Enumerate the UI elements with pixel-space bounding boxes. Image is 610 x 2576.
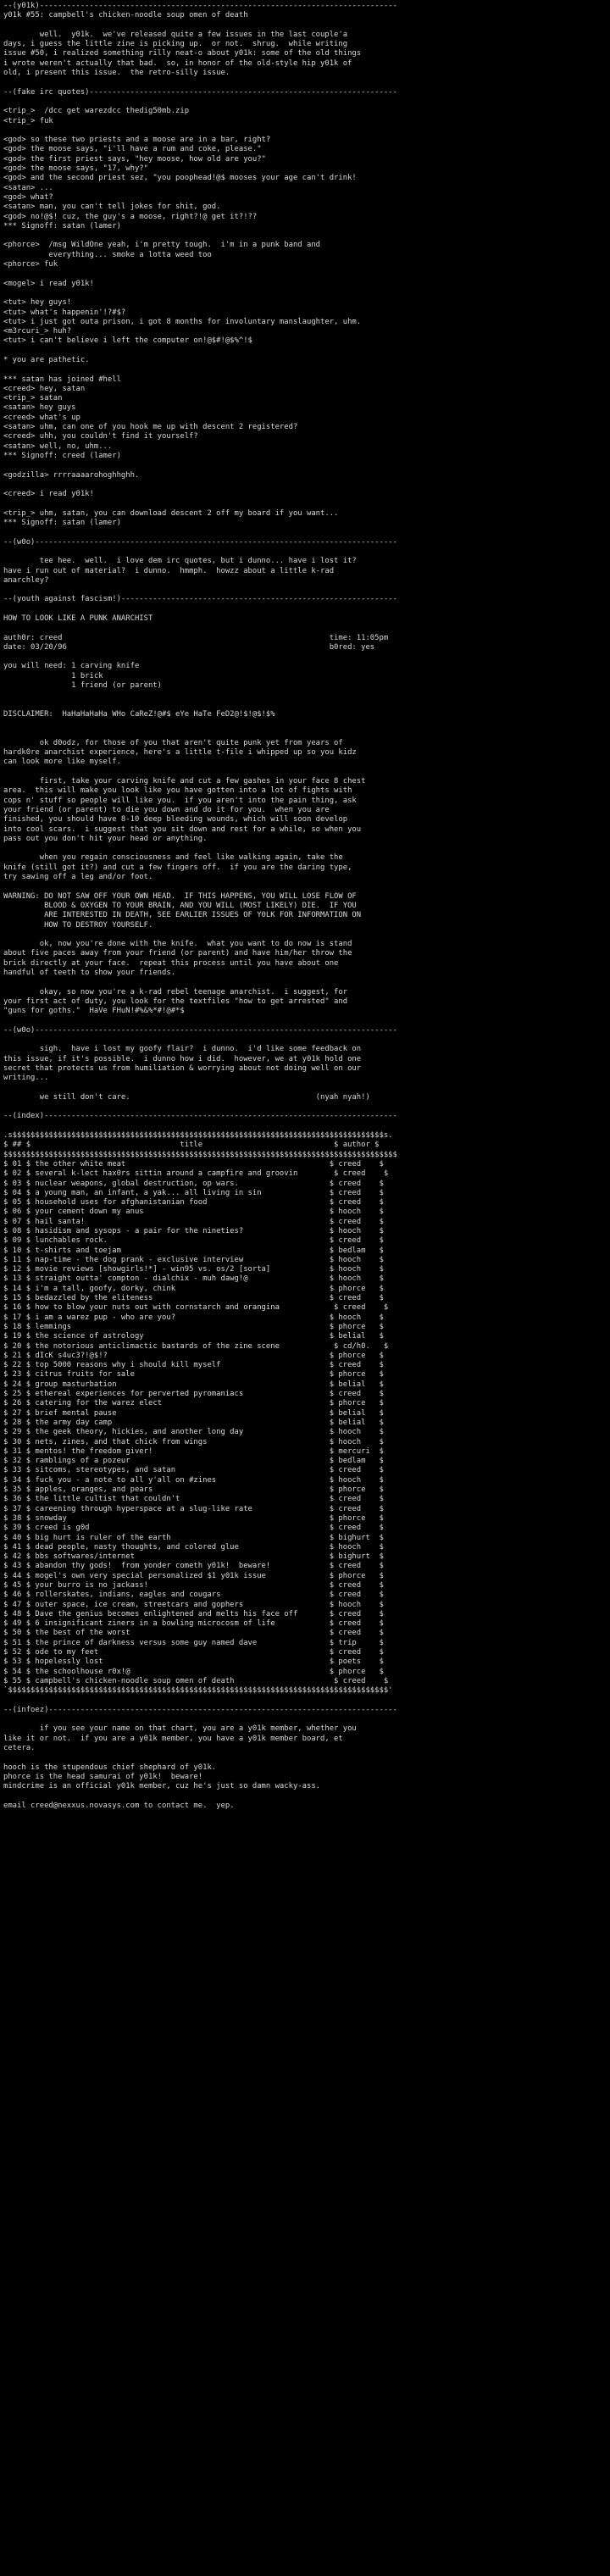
text-line: secret that protects us from humiliation & worrying about not doing well on our — [3, 1063, 362, 1073]
text-line: $ 17 $ i am a warez pup - who are you? $ hooch $ — [3, 1313, 384, 1322]
text-line: try sawing off a leg and/or foot. — [3, 873, 153, 882]
text-line — [3, 624, 607, 633]
text-line: .s$$$$$$$$$$$$$$$$$$$$$$$$$$$$$$$$$$$$$$$$$$$$$$$$$$$$$$$$$$$$$$$$$$$$$$$$$$$$$$$$$$s. — [3, 1131, 393, 1141]
text-line: HOW TO LOOK LIKE A PUNK ANARCHIST — [3, 614, 153, 623]
text-line: <satan> man, you can't tell jokes for shit, god. — [3, 203, 221, 212]
text-line: $ 34 $ fuck you - a note to all y'all on #zines $ hooch $ — [3, 1475, 384, 1485]
text-line: $ 02 $ several k-lect hax0rs sittin around a campfire and groovin $ creed $ — [3, 1169, 389, 1179]
text-line: if you see your name on that chart, you are a y01k member, whether you — [3, 1724, 357, 1734]
text-line — [3, 701, 607, 710]
text-line: you will need: 1 carving knife — [3, 662, 140, 671]
text-line: $ 51 $ the prince of darkness versus some guy named dave $ trip $ — [3, 1638, 384, 1647]
text-line: $ 29 $ the geek theory, hickies, and another long day $ hooch $ — [3, 1428, 384, 1437]
text-line: <god> the moose says, "17, why?" — [3, 164, 148, 174]
text-line — [3, 882, 607, 891]
text-line: $ 12 $ movie reviews [showgirls!*] - win95 vs. os/2 [sorta] $ hooch $ — [3, 1265, 384, 1274]
text-line: $ 40 $ big hurt is ruler of the earth $ bighurt $ — [3, 1533, 384, 1542]
text-line: $ 28 $ the army day camp $ belial $ — [3, 1418, 384, 1427]
text-line: y01k #55: campbell's chicken-noodle soup omen of death — [3, 11, 248, 20]
text-line: <trip_> fuk — [3, 116, 53, 125]
text-line: BLOOD & OXYGEN TO YOUR BRAIN, AND YOU WILL (MOST LIKELY) DIE. IF YOU — [3, 901, 357, 910]
text-line — [3, 719, 607, 729]
text-line: $ 04 $ a young man, an infant, a yak... all living in sin $ creed $ — [3, 1188, 384, 1197]
text-line: $ 20 $ the notorious anticlimactic bastards of the zine scene $ cd/h0. $ — [3, 1341, 389, 1351]
text-line: knife (still got it?) and cut a few fingers off. if you are the daring type, — [3, 863, 352, 872]
text-line: <trip_> uhm, satan, you can download descent 2 off my board if you want... — [3, 508, 339, 518]
text-line: $ 09 $ lunchables rock. $ creed $ — [3, 1236, 384, 1246]
text-line: i wrote weren't actually that bad. so, in honor of the old-style hip y01k of — [3, 58, 352, 68]
text-line — [3, 547, 607, 557]
text-line — [3, 844, 607, 853]
text-line: $ 37 $ careening through hyperspace at a slug-like rate $ creed $ — [3, 1504, 384, 1513]
text-line: --(y01k)------------------------------------------------------------------------------- — [3, 2, 397, 10]
text-line — [3, 21, 607, 31]
text-line: $ 06 $ your cement down my anus $ hooch $ — [3, 1208, 384, 1217]
text-line — [3, 269, 607, 279]
text-line: email creed@nexxus.novasys.com to contact me. yep. — [3, 1801, 235, 1810]
text-line — [3, 78, 607, 87]
text-line: area. this will make you look like you have gotten into a lot of fights with — [3, 786, 352, 796]
text-line — [3, 1122, 607, 1131]
text-line: 1 friend (or parent) — [3, 681, 163, 691]
text-line — [3, 499, 607, 508]
text-line — [3, 586, 607, 595]
text-line: *** Signoff: satan (lamer) — [3, 519, 121, 528]
text-line — [3, 1696, 607, 1706]
text-line: your friend (or parent) to die you down and do it for you. when you are — [3, 805, 330, 814]
text-line: --(infoez)----------------------------------------------------------------------------- — [3, 1705, 397, 1714]
text-line: can look more like myself. — [3, 758, 121, 767]
text-line: $ 48 $ Dave the genius becomes enlightened and melts his face off $ creed $ — [3, 1609, 384, 1618]
text-line — [3, 1016, 607, 1025]
text-line: <trip_> /dcc get warezdcc thedig50mb.zip — [3, 107, 190, 116]
text-line: $ 44 $ mogel's own very special personalized $1 y01k issue $ phorce $ — [3, 1571, 384, 1580]
text-line: $ 14 $ i'm a tall, goofy, dorky, chink $ phorce $ — [3, 1284, 384, 1293]
text-line: ARE INTERESTED IN DEATH, SEE EARLIER ISSUES OF Y0LK FOR INFORMATION ON — [3, 911, 362, 920]
text-line: `$$$$$$$$$$$$$$$$$$$$$$$$$$$$$$$$$$$$$$$$$$$$$$$$$$$$$$$$$$$$$$$$$$$$$$$$$$$$$$$$$$$$' — [3, 1686, 393, 1696]
text-line: 1 brick — [3, 671, 103, 680]
text-line: like it or not. if you are a y01k member, you have a y01k member board, et — [3, 1734, 343, 1743]
text-line: have i run out of material? i dunno. hmmph. howzz about a little k-rad — [3, 566, 335, 575]
text-line: --(w0o)-------------------------------------------------------------------------------- — [3, 1025, 397, 1035]
text-line: <phorce> fuk — [3, 260, 58, 269]
text-line: when you regain consciousness and feel like walking again, take the — [3, 853, 343, 863]
text-line: cops n' stuff so people will like you. if you aren't into the pain thing, ask — [3, 796, 357, 805]
text-line: * you are pathetic. — [3, 355, 90, 364]
text-line — [3, 1035, 607, 1045]
text-line: finished, you should have 8-10 deep bleeding wounds, which will soon develop — [3, 815, 348, 824]
text-line: <mogel> i read y01k! — [3, 279, 94, 288]
text-line: $ 53 $ hopelessly lost $ poets $ — [3, 1657, 384, 1667]
text-line: $ 16 $ how to blow your nuts out with cornstarch and orangina $ creed $ — [3, 1303, 389, 1313]
text-line: WARNING: DO NOT SAW OFF YOUR OWN HEAD. IF THIS HAPPENS, YOU WILL LOSE FLOW OF — [3, 891, 357, 901]
text-line: about five paces away from your friend (or parent) and have him/her throw the — [3, 949, 352, 958]
text-line — [3, 1792, 607, 1802]
text-line — [3, 231, 607, 241]
text-line: --(youth against fascism!)------------------------------------------------------------- — [3, 595, 397, 604]
text-line: okay, so now you're a k-rad rebel teenage anarchist. i suggest, for — [3, 987, 348, 997]
text-line: $ 31 $ mentos! the freedom giver! $ mercuri $ — [3, 1446, 384, 1456]
text-line: HOW TO DESTROY YOURSELF. — [3, 920, 153, 930]
text-line: this issue, if it's possible. i dunno how i did. however, we at y01k hold one — [3, 1054, 362, 1063]
text-line: tee hee. well. i love dem irc quotes, but i dunno... have i lost it? — [3, 557, 357, 566]
text-line: *** Signoff: satan (lamer) — [3, 221, 121, 230]
text-line — [3, 97, 607, 107]
text-line: <creed> hey, satan — [3, 384, 86, 393]
text-line: $ 54 $ the schoolhouse r0x!@ $ phorce $ — [3, 1667, 384, 1676]
text-line: ok d0odz, for those of you that aren't quite punk yet from years of — [3, 738, 343, 747]
text-line: $ 30 $ nets, zines, and that chick from wings $ hooch $ — [3, 1437, 384, 1446]
text-line: <creed> i read y01k! — [3, 490, 94, 499]
text-line: into cool scars. i suggest that you sit down and rest for a while, so when you — [3, 824, 362, 834]
text-line — [3, 289, 607, 298]
text-line: handful of teeth to show your friends. — [3, 968, 176, 977]
text-line — [3, 691, 607, 700]
text-line: mindcrime is an official y01k member, cuz he's just so damn wacky-ass. — [3, 1782, 321, 1791]
text-line: $ 13 $ straight outta' compton - dialchix - muh dawg!@ $ hooch $ — [3, 1274, 384, 1284]
text-line: <creed> what's up — [3, 413, 80, 422]
text-line: $ 42 $ bbs softwares/internet $ bighurt $ — [3, 1552, 384, 1562]
text-line: $ 38 $ snowday $ phorce $ — [3, 1513, 384, 1523]
text-line — [3, 528, 607, 537]
text-line: phorce is the head samurai of y01k! beware! — [3, 1772, 203, 1781]
text-line: <tut> i can't believe i left the computer on!@$#!@$%^!$ — [3, 336, 252, 346]
text-line: $ 07 $ hail santa! $ creed $ — [3, 1217, 384, 1226]
text-line: <satan> uhm, can one of you hook me up with descent 2 registered? — [3, 423, 298, 432]
text-line — [3, 461, 607, 470]
text-line: $ 36 $ the little cultist that couldn't $ creed $ — [3, 1495, 384, 1504]
text-line: cetera. — [3, 1744, 36, 1753]
text-line: $ ## $ title $ author $ — [3, 1141, 380, 1150]
text-line: $ 26 $ catering for the warez elect $ phorce $ — [3, 1399, 384, 1408]
text-line: <creed> uhh, you couldn't find it yourself? — [3, 432, 198, 441]
text-line: date: 03/20/96 b0red: yes — [3, 642, 375, 652]
text-line: $ 41 $ dead people, nasty thoughts, and colored glue $ hooch $ — [3, 1542, 384, 1552]
text-line: <god> the moose says, "i'll have a rum and coke, please." — [3, 145, 262, 154]
text-line: $ 15 $ bedazzled by the eliteness $ creed $ — [3, 1294, 384, 1303]
text-line: DISCLAIMER: HaHaHaHaHa WHo CaReZ!@#$ eYe HaTe FeD2@!$!@$!$% — [3, 709, 275, 719]
text-line: $ 43 $ abandon thy gods! from yonder cometh y01k! beware! $ creed $ — [3, 1562, 384, 1571]
text-line: $ 50 $ the best of the worst $ creed $ — [3, 1629, 384, 1638]
text-line — [3, 605, 607, 614]
text-line: *** satan has joined #hell — [3, 375, 121, 384]
text-line: $ 55 $ campbell's chicken-noodle soup omen of death $ creed $ — [3, 1676, 389, 1685]
text-line: $ 23 $ citrus fruits for sale $ phorce $ — [3, 1370, 384, 1380]
text-line — [3, 768, 607, 777]
text-line: auth0r: creed time: 11:05pm — [3, 633, 389, 642]
text-line: <tut> hey guys! — [3, 298, 72, 308]
text-line: $ 01 $ the other white meat $ creed $ — [3, 1159, 384, 1169]
text-line: $ 52 $ ode to my feet $ creed $ — [3, 1648, 384, 1657]
text-line: $ 27 $ brief mental pause $ belial $ — [3, 1408, 384, 1418]
text-line: anarchley? — [3, 575, 49, 585]
text-line: "guns for goths." HaVe FHuN!#%&%*#!@#*$ — [3, 1007, 185, 1016]
text-line — [3, 930, 607, 940]
text-line — [3, 1102, 607, 1112]
text-line — [3, 126, 607, 136]
text-line: <god> the first priest says, "hey moose, how old are you?" — [3, 154, 266, 164]
text-line: <m3rcuri_> huh? — [3, 327, 72, 336]
text-line: $$$$$$$$$$$$$$$$$$$$$$$$$$$$$$$$$$$$$$$$$$$$$$$$$$$$$$$$$$$$$$$$$$$$$$$$$$$$$$$$$$$$$$$ — [3, 1150, 397, 1159]
text-line: old, i present this issue. the retro-silly issue. — [3, 69, 230, 78]
text-line: <tut> what's happenin'!?#$? — [3, 308, 126, 317]
text-line: we still don't care. (nyah nyah!) — [3, 1092, 370, 1102]
text-line — [3, 480, 607, 490]
text-line: $ 03 $ nuclear weapons, global destruction, op wars. $ creed $ — [3, 1179, 384, 1188]
text-line: your first act of duty, you look for the textfiles "how to get arrested" and — [3, 997, 348, 1006]
text-line: $ 08 $ hasidism and sysops - a pair for the nineties? $ hooch $ — [3, 1227, 384, 1235]
text-line: $ 18 $ lemmings $ phorce $ — [3, 1322, 384, 1331]
text-line: --(w0o)-------------------------------------------------------------------------------- — [3, 537, 397, 547]
text-line: $ 10 $ t-shirts and toejam $ bedlam $ — [3, 1246, 384, 1255]
text-line: sigh. have i lost my goofy flair? i dunno. i'd like some feedback on — [3, 1045, 362, 1054]
text-line: <satan> well, no, uhm... — [3, 441, 113, 451]
text-line: $ 21 $ dIcK s4uc3?!@$!? $ phorce $ — [3, 1351, 384, 1360]
text-line: <god> no!@$! cuz, the guy's a moose, right?!@ get it?!?? — [3, 212, 258, 221]
text-line: <godzilla> rrrraaaarohoghhghh. — [3, 470, 140, 480]
text-line: first, take your carving knife and cut a few gashes in your face 8 chest — [3, 777, 366, 786]
text-line: <satan> ... — [3, 183, 53, 192]
text-line: hardk0re anarchist experience, here's a little t-file i whipped up so you kidz — [3, 748, 357, 758]
text-line: writing... — [3, 1074, 49, 1083]
text-line: pass out you don't hit your head or anything. — [3, 834, 208, 843]
text-line: <satan> hey guys — [3, 403, 76, 413]
text-line: brick directly at your face. repeat this process until you have about one — [3, 958, 339, 968]
text-line — [3, 347, 607, 356]
text-line: $ 25 $ ethereal experiences for perverted pyromaniacs $ creed $ — [3, 1390, 384, 1399]
text-line: issue #50, i realized something rilly neat-o about y01k: some of the old things — [3, 49, 362, 58]
text-line: --(index)------------------------------------------------------------------------------ — [3, 1112, 397, 1121]
text-line: <god> so these two priests and a moose are in a bar, right? — [3, 136, 271, 145]
text-line: ok, now you're done with the knife. what you want to do now is stand — [3, 940, 352, 949]
text-line: $ 45 $ your burro is no jackass! $ creed $ — [3, 1580, 384, 1590]
text-line: hooch is the stupendous chief shephard of y01k. — [3, 1763, 217, 1772]
text-line: $ 05 $ household uses for afghanistanian food $ creed $ — [3, 1198, 384, 1208]
text-line: $ 22 $ top 5000 reasons why i should kill myself $ creed $ — [3, 1361, 384, 1370]
text-line: $ 19 $ the science of astrology $ belial $ — [3, 1332, 384, 1341]
text-line: $ 46 $ rollerskates, indians, eagles and cougars $ creed $ — [3, 1591, 384, 1600]
text-line — [3, 1715, 607, 1724]
text-line: --(fake irc quotes)-------------------------------------------------------------------- — [3, 87, 397, 97]
text-line: <god> and the second priest sez, "you poophead!@$ mooses your age can't drink! — [3, 174, 357, 183]
text-line — [3, 730, 607, 739]
text-line: $ 33 $ sitcoms, stereotypes, and satan $ creed $ — [3, 1466, 384, 1475]
text-line — [3, 652, 607, 662]
text-line: everything... smoke a lotta weed too — [3, 250, 212, 259]
text-line: $ 24 $ group masturbation $ belial $ — [3, 1380, 384, 1389]
text-line: <phorce> /msg WildOne yeah, i'm pretty tough. i'm in a punk band and — [3, 241, 321, 250]
text-line: $ 49 $ 6 insignificant ziners in a bowling microcosm of life $ creed $ — [3, 1619, 384, 1629]
text-line: days, i guess the little zine is picking up. or not. shrug. while writing — [3, 40, 348, 49]
text-line: $ 47 $ outer space, ice cream, streetcars and gophers $ hooch $ — [3, 1600, 384, 1609]
text-line — [3, 1753, 607, 1763]
text-line: *** Signoff: creed (lamer) — [3, 451, 121, 460]
text-line: $ 35 $ apples, oranges, and pears $ phorce $ — [3, 1485, 384, 1495]
text-line — [3, 978, 607, 987]
text-line — [3, 365, 607, 375]
text-line: $ 11 $ nap-time - the dog prank - exclusive interview $ hooch $ — [3, 1255, 384, 1264]
text-line: <god> what? — [3, 192, 53, 202]
text-line: $ 32 $ ramblings of a pozeur $ bedlam $ — [3, 1457, 384, 1466]
text-line — [3, 1084, 607, 1093]
text-line: <tut> i just got outa prison, i got 8 months for involuntary manslaughter, uhm. — [3, 317, 362, 326]
text-line: well. y01k. we've released quite a few issues in the last couple'a — [3, 30, 348, 39]
text-line: <trip_> satan — [3, 394, 63, 403]
text-line: $ 39 $ creed is g0d $ creed $ — [3, 1524, 384, 1533]
